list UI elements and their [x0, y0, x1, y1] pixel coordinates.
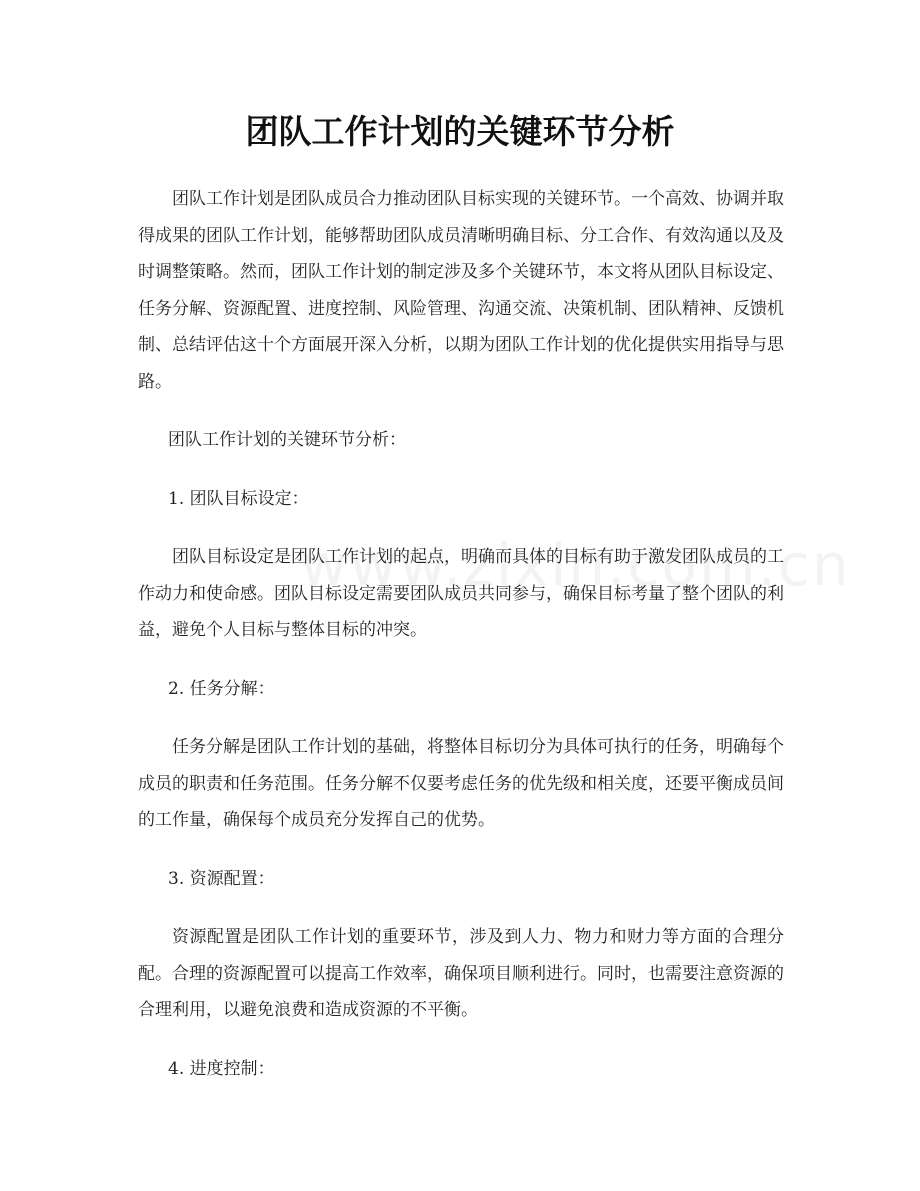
- document-title: 团队工作计划的关键环节分析: [245, 112, 675, 151]
- section-heading-1: 1. 团队目标设定：: [168, 488, 309, 509]
- lead-line: 团队工作计划的关键环节分析：: [168, 430, 406, 450]
- section-heading-2: 2. 任务分解：: [168, 678, 275, 699]
- intro-paragraph: 团队工作计划是团队成员合力推动团队目标实现的关键环节。一个高效、协调并取得成果的团队工作计划，能够帮助团队成员清晰明确目标、分工合作、有效沟通以及及时调整策略。然而，团队工作计划的制定涉及多个关键环节，本文将从团队目标设定、任务分解、资源配置、进度控制、风险管理、沟通交流、决策机制、团队精神、反馈机制、总结评估这十个方面展开深入分析，以期为团队工作计划的优化提供实用指导与思路。: [138, 189, 784, 392]
- section-heading-3: 3. 资源配置：: [168, 868, 275, 889]
- section-body-1: 团队目标设定是团队工作计划的起点，明确而具体的目标有助于激发团队成员的工作动力和使命感。团队目标设定需要团队成员共同参与，确保目标考量了整个团队的利益，避免个人目标与整体目标的冲突。: [138, 547, 784, 640]
- document-body: [138, 181, 784, 1109]
- section-body-3: 资源配置是团队工作计划的重要环节，涉及到人力、物力和财力等方面的合理分配。合理的资源配置可以提高工作效率，确保项目顺利进行。同时，也需要注意资源的合理利用，以避免浪费和造成资源的不平衡。: [138, 927, 784, 1020]
- section-body-2: 任务分解是团队工作计划的基础，将整体目标切分为具体可执行的任务，明确每个成员的职责和任务范围。任务分解不仅要考虑任务的优先级和相关度，还要平衡成员间的工作量，确保每个成员充分发挥自己的优势。: [138, 737, 784, 830]
- section-heading-4: 4. 进度控制：: [168, 1058, 275, 1079]
